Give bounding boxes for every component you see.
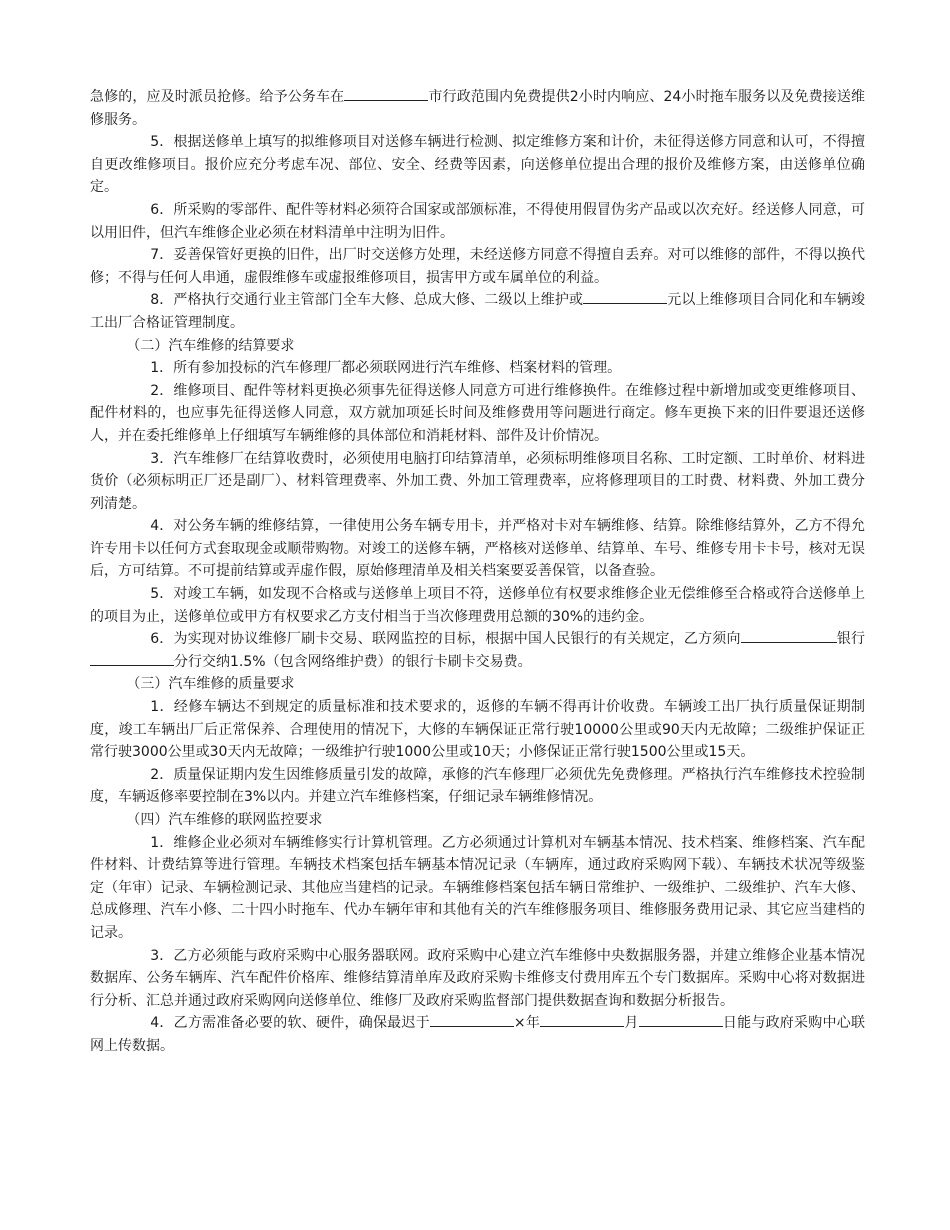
fill-blank xyxy=(90,651,174,666)
paragraph: 4．对公务车辆的维修结算，一律使用公务车辆专用卡，并严格对卡对车辆维修、结算。除维修结算外，乙方不得允许专用卡以任何方式套取现金或顺带购物。对竣工的送修车辆，严格核对送修单、结算单、车号、维修专用卡卡号，核对无误后，方可结算。不可提前结算或弄虚作假，原始修理清单及相关档案要妥善保管，以备查验。 xyxy=(90,518,865,580)
fill-blank xyxy=(583,289,667,304)
fill-blank xyxy=(430,1012,514,1027)
paragraph: 1．所有参加投标的汽车修理厂都必须联网进行汽车维修、档案材料的管理。 xyxy=(150,360,622,377)
document-page xyxy=(90,86,865,1058)
paragraph: 3．汽车维修厂在结算收费时，必须使用电脑打印结算清单，必须标明维修项目名称、工时定额、工时单价、材料进货价（必须标明正厂还是副厂）、材料管理费率、外加工费、外加工管理费率，应将修理项目的工时费、材料费、外加工费分列清楚。 xyxy=(90,450,865,512)
paragraph: 5．对竣工车辆，如发现不合格或与送修单上项目不符，送修单位有权要求维修企业无偿维修至合格或符合送修单上的项目为止，送修单位或甲方有权要求乙方支付相当于当次修理费用总额的30%的违约金。 xyxy=(90,586,865,625)
paragraph: 7．妥善保管好更换的旧件，出厂时交送修方处理，未经送修方同意不得擅自丢弃。对可以维修的部件，不得以换代修；不得与任何人串通，虚假维修车或虚报维修项目，损害甲方或车属单位的利益。 xyxy=(90,247,865,286)
paragraph: 急修的，应及时派员抢修。给予公务车在 市行政范围内免费提供2小时内响应、24小时拖车服务以及免费接送维修服务。 xyxy=(90,86,865,131)
paragraph: 2．质量保证期内发生因维修质量引发的故障，承修的汽车修理厂必须优先免费修理。严格执行汽车维修技术控验制度，车辆返修率要控制在3%以内。并建立汽车维修档案，仔细记录车辆维修情况。 xyxy=(90,766,865,806)
paragraph: 5．根据送修单上填写的拟维修项目对送修车辆进行检测、拟定维修方案和计价，未征得送修方同意和认可，不得擅自更改维修项目。报价应充分考虑车况、部位、安全、经费等因素，向送修单位提出合理的报价及维修方案，由送修单位确定。 xyxy=(90,134,865,196)
paragraph: 8．严格执行交通行业主管部门全车大修、总成大修、二级以上维护或 元以上维修项目合同化和车辆竣工出厂合格证管理制度。 xyxy=(90,289,865,334)
fill-blank xyxy=(540,1012,624,1027)
paragraph: 3．乙方必须能与政府采购中心服务器联网。政府采购中心建立汽车维修中央数据服务器，并建立维修企业基本情况数据库、公务车辆库、汽车配件价格库、维修结算清单库及政府采购卡维修支付费用库五个专门数据库。采购中心将对数据进行分析、汇总并通过政府采购网向送修单位、维修厂及政府采购监督部门提供数据查询和数据分析报告。 xyxy=(90,947,865,1009)
section-heading: （四）汽车维修的联网监控要求 xyxy=(126,812,323,828)
paragraph: 6．为实现对协议维修厂刷卡交易、联网监控的目标，根据中国人民银行的有关规定，乙方须向 银行分行交纳1.5%（包含网络维护费）的银行卡刷卡交易费。 xyxy=(90,628,865,673)
fill-blank xyxy=(741,628,797,643)
section-heading: （三）汽车维修的质量要求 xyxy=(126,676,295,693)
fill-blank xyxy=(344,86,428,101)
paragraph: 6．所采购的零部件、配件等材料必须符合国家或部颁标准，不得使用假冒伪劣产品或以次充好。经送修人同意，可以用旧件，但汽车维修企业必须在材料清单中注明为旧件。 xyxy=(90,201,865,241)
fill-blank xyxy=(639,1012,723,1027)
paragraph: 2．维修项目、配件等材料更换必须事先征得送修人同意方可进行维修换件。在维修过程中新增加或变更维修项目、配件材料的，也应事先征得送修人同意，双方就加项延长时间及维修费用等问题进行商定。修车更换下来的旧件要退还送修人，并在委托维修单上仔细填写车辆维修的具体部位和消耗材料、部件及计价情况。 xyxy=(90,382,865,444)
paragraph: 4．乙方需准备必要的软、硬件，确保最迟于 ×年 月 日能与政府采购中心联网上传数据。 xyxy=(90,1012,865,1057)
section-heading: （二）汽车维修的结算要求 xyxy=(126,337,295,354)
paragraph: 1．经修车辆达不到规定的质量标准和技术要求的，返修的车辆不得再计价收费。车辆竣工出厂执行质量保证期制度，竣工车辆出厂后正常保养、合理使用的情况下，大修的车辆保证正常行驶10000公里或90天内无故障；二级维护保证正常行驶3000公里或30天内无故障；一级维护行驶1000公里或10天；小修保证正常行驶1500公里或15天。 xyxy=(90,699,865,761)
fill-blank xyxy=(797,628,837,643)
paragraph: 1．维修企业必须对车辆维修实行计算机管理。乙方必须通过计算机对车辆基本情况、技术档案、维修档案、汽车配件材料、计费结算等进行管理。车辆技术档案包括车辆基本情况记录（车辆库，通过政府采购网下载）、车辆技术状况等级鉴定（年审）记录、车辆检测记录、其他应当建档的记录。车辆维修档案包括车辆日常维护、一级维护、二级维护、汽车大修、总成修理、汽车小修、二十四小时拖车、代办车辆年审和其他有关的汽车维修服务项目、维修服务费用记录、其它应当建档的记录。 xyxy=(90,834,865,941)
